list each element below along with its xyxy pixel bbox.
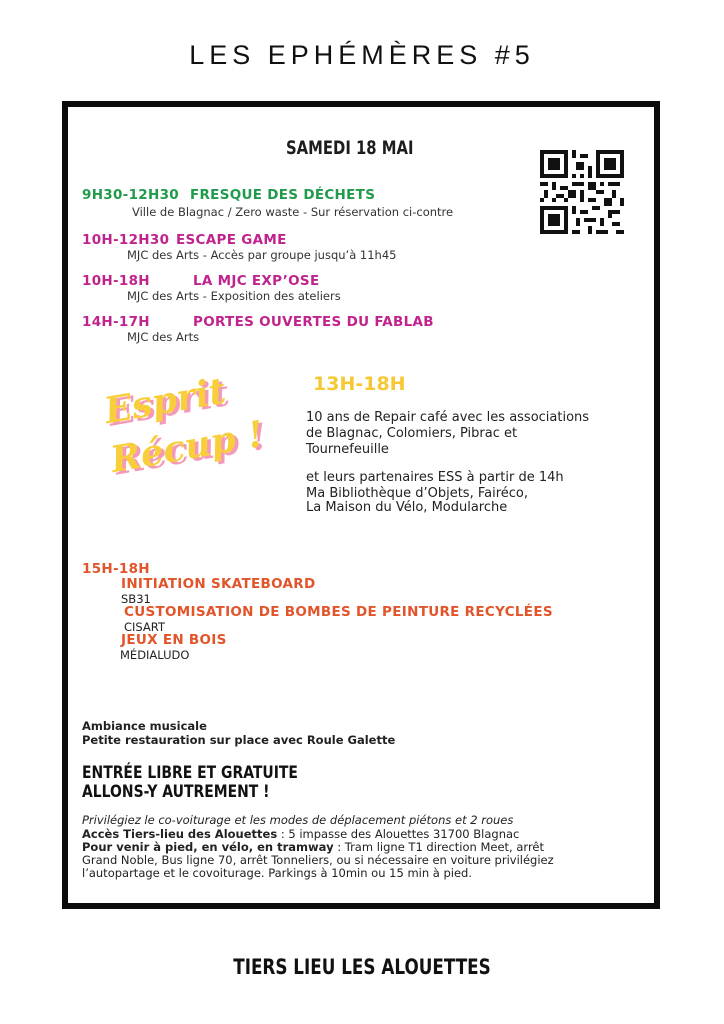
event-3-time: 10H-18H [82,273,150,289]
access-transport-2: Grand Noble, Bus ligne 70, arrêt Tonneliers, ou si nécessaire en voiture privilégiez [82,853,554,867]
access-address-line [82,827,519,841]
esprit-logo-line1: Esprit [101,369,229,433]
entree-line-1: ENTRÉE LIBRE ET GRATUITE [82,763,298,783]
event-3-detail: MJC des Arts - Exposition des ateliers [127,289,341,303]
access-transport-3: l’autopartage et le covoiturage. Parkings à 10min ou 15 min à pied. [82,866,473,880]
afternoon-time: 15H-18H [82,561,150,577]
activity-3-name: JEUX EN BOIS [121,632,227,648]
event-1-name: FRESQUE DES DÉCHETS [189,187,376,203]
event-4-time: 14H-17H [82,314,150,330]
entree-line-2: ALLONS-Y AUTREMENT ! [82,782,270,802]
event-4-name: PORTES OUVERTES DU FABLAB [193,314,434,330]
repair-line-5: Ma Bibliothèque d’Objets, Fairéco, [306,486,528,501]
event-1-time: 9H30-12H30 [82,187,179,203]
activity-2-name: CUSTOMISATION DE BOMBES DE PEINTURE RECYCLÉES [124,604,553,620]
activity-2-org: CISART [124,620,165,634]
qr-code-icon[interactable] [540,150,624,234]
access-intro: Privilégiez le co-voiturage et les modes de déplacement piétons et 2 roues [82,813,514,827]
access-address-label: Accès Tiers-lieu des Alouettes [82,827,278,841]
access-transport-label: Pour venir à pied, en vélo, en tramway [82,840,334,854]
event-1 [82,187,375,203]
repair-line-6: La Maison du Vélo, Modularche [306,500,508,515]
event-2-time: 10H-12H30 [82,232,170,248]
event-2-detail: MJC des Arts - Accès par groupe jusqu’à 11h45 [127,248,397,262]
event-4-detail: MJC des Arts [127,330,200,344]
access-address: : 5 impasse des Alouettes 31700 Blagnac [277,827,520,841]
event-3-name: LA MJC EXP’OSE [193,273,320,289]
page-title: LES EPHÉMÈRES #5 [189,40,535,70]
event-date: SAMEDI 18 MAI [286,137,414,159]
activity-3-org: MÉDIALUDO [120,648,190,662]
event-1-detail: Ville de Blagnac / Zero waste - Sur réservation ci-contre [132,205,454,219]
activity-1-name: INITIATION SKATEBOARD [121,576,316,592]
esprit-logo-line2: Récup ! [107,412,267,482]
repair-line-2: de Blagnac, Colomiers, Pibrac et [306,426,518,441]
access-transport-1: : Tram ligne T1 direction Meet, arrêt [333,840,544,854]
repair-line-3: Tournefeuille [306,442,389,457]
access-transport-line [82,840,544,854]
event-2-name: ESCAPE GAME [176,232,287,248]
footer-venue: TIERS LIEU LES ALOUETTES [233,955,491,979]
extra-music: Ambiance musicale [82,719,207,733]
extra-food: Petite restauration sur place avec Roule Galette [82,733,396,747]
esprit-recup-logo [96,369,276,498]
repair-time: 13H-18H [313,373,406,395]
activity-1-org: SB31 [121,592,151,606]
repair-line-4: et leurs partenaires ESS à partir de 14h [306,470,564,485]
repair-line-1: 10 ans de Repair café avec les associations [306,410,590,425]
